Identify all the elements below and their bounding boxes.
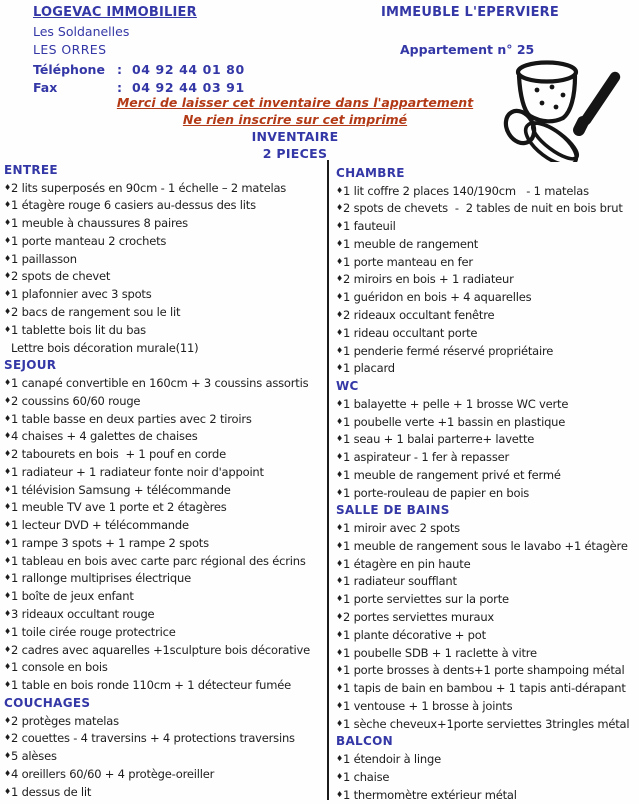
inventory-item: ♦ 1 lecteur DVD + télécommande [4, 518, 189, 533]
inventory-item: ♦ 1 radiateur + 1 radiateur fonte noir d'appoint [4, 464, 264, 479]
bullet-icon: ♦ [4, 644, 11, 654]
bullet-icon: ♦ [336, 452, 343, 462]
inventory-item: ♦ 2 tabourets en bois + 1 pouf en corde [4, 447, 226, 462]
bullet-icon: ♦ [4, 626, 11, 636]
contact-row: Téléphone : 04 92 44 01 80 [33, 61, 245, 77]
bullet-icon: ♦ [336, 718, 343, 728]
section-heading: ENTREE [4, 162, 58, 177]
inventory-item: ♦ 1 sèche cheveux+1porte serviettes 3tringles métal [336, 716, 630, 731]
bullet-icon: ♦ [336, 789, 343, 799]
inventory-item: ♦ 1 rideau occultant porte [336, 325, 478, 340]
bullet-icon: ♦ [336, 363, 343, 373]
inventory-item: ♦ 1 étendoir à linge [336, 752, 441, 767]
inventory-item: ♦ 1 porte brosses à dents+1 porte shampoing métal [336, 663, 625, 678]
inventory-item: ♦ 1 paillasson [4, 251, 77, 266]
inventory-item: ♦ 1 porte-rouleau de papier en bois [336, 485, 530, 500]
bullet-icon: ♦ [4, 182, 11, 192]
inventory-item: ♦ 2 portes serviettes muraux [336, 610, 495, 625]
inventory-item: ♦ 2 spots de chevet [4, 269, 111, 284]
bullet-icon: ♦ [4, 609, 11, 619]
inventory-column-left [4, 161, 325, 800]
inventory-item: ♦ 1 télévision Samsung + télécommande [4, 482, 231, 497]
bullet-icon: ♦ [336, 754, 343, 764]
bullet-icon: ♦ [4, 733, 11, 743]
inventory-item: ♦ 1 meuble à chaussures 8 paires [4, 216, 188, 231]
inventory-item: ♦ 1 chaise [336, 769, 390, 784]
company-name: LOGEVAC IMMOBILIER [33, 5, 197, 20]
inventory-item: ♦ 1 aspirateur - 1 fer à repasser [336, 450, 510, 465]
section-heading: CHAMBRE [336, 165, 405, 180]
bullet-icon: ♦ [4, 289, 11, 299]
bullet-icon: ♦ [336, 540, 343, 550]
inventory-item: ♦ 1 radiateur soufflant [336, 574, 457, 589]
contact-rows [33, 60, 245, 96]
inventory-item: ♦ 1 rampe 3 spots + 1 rampe 2 spots [4, 535, 209, 550]
building-name: IMMEUBLE L'EPERVIERE [381, 5, 559, 20]
inventory-item: ♦ 1 penderie fermé réservé propriétaire [336, 343, 554, 358]
inventory-item: ♦ 1 poubelle verte +1 bassin en plastique [336, 414, 566, 429]
inventory-item: ♦ 1 guéridon en bois + 4 aquarelles [336, 290, 532, 305]
bullet-icon: ♦ [336, 398, 343, 408]
inventory-item: ♦ 2 rideaux occultant fenêtre [336, 308, 495, 322]
inventory-item: ♦ 1 étagère en pin haute [336, 556, 471, 571]
inventory-item: ♦ 1 meuble de rangement sous le lavabo +1 étagère [336, 538, 628, 553]
inventory-item: ♦ 2 bacs de rangement sou le lit [4, 305, 181, 319]
bullet-icon: ♦ [4, 253, 11, 263]
bullet-icon: ♦ [4, 537, 11, 547]
residence-name: Les Soldanelles [33, 24, 130, 39]
bullet-icon: ♦ [4, 502, 11, 512]
inventory-item: ♦ 1 table basse en deux parties avec 2 tiroirs [4, 411, 252, 426]
bullet-icon: ♦ [4, 591, 11, 601]
inventory-item: ♦ 1 miroir avec 2 spots [336, 521, 460, 536]
bullet-icon: ♦ [4, 449, 11, 459]
bullet-icon: ♦ [336, 185, 343, 195]
bullet-icon: ♦ [4, 218, 11, 228]
bullet-icon: ♦ [336, 523, 343, 533]
inventory-item: ♦ 4 chaises + 4 galettes de chaises [4, 429, 198, 444]
inventory-item: ♦ 1 console en bois [4, 660, 108, 675]
inventory-item: ♦ 1 tapis de bain en bambou + 1 tapis anti-dérapant [336, 681, 626, 696]
bullet-icon: ♦ [336, 771, 343, 781]
inventory-item: ♦ 2 miroirs en bois + 1 radiateur [336, 272, 514, 287]
section-heading: BALCON [336, 734, 393, 749]
bullet-icon: ♦ [4, 413, 11, 423]
bullet-icon: ♦ [4, 484, 11, 494]
column-divider [327, 160, 329, 800]
bullet-icon: ♦ [4, 520, 11, 530]
inventory-item: ♦ 1 toile cirée rouge protectrice [4, 624, 176, 639]
bullet-icon: ♦ [4, 786, 11, 796]
bullet-icon: ♦ [336, 487, 343, 497]
bullet-icon: ♦ [4, 378, 11, 388]
bullet-icon: ♦ [4, 324, 11, 334]
bullet-icon: ♦ [4, 200, 11, 210]
bullet-icon: ♦ [336, 238, 343, 248]
bullet-icon: ♦ [336, 256, 343, 266]
inventory-item: ♦ 1 meuble TV ave 1 porte et 2 étagères [4, 500, 227, 515]
inventory-item: ♦ 1 dessus de lit [4, 784, 92, 799]
bullet-icon: ♦ [4, 662, 11, 672]
bullet-icon: ♦ [336, 469, 343, 479]
bullet-icon: ♦ [4, 466, 11, 476]
inventory-item: ♦ 1 canapé convertible en 160cm + 3 coussins assortis [4, 376, 309, 391]
inventory-item: ♦ 1 boîte de jeux enfant [4, 589, 134, 604]
inventory-item: ♦ 1 balayette + pelle + 1 brosse WC verte [336, 396, 569, 411]
inventory-item: ♦ 1 meuble de rangement privé et fermé [336, 467, 561, 482]
inventory-item: ♦ 4 oreillers 60/60 + 4 protège-oreiller [4, 766, 215, 781]
inventory-subtitle: 2 PIECES [262, 146, 328, 161]
section-heading: SEJOUR [4, 358, 57, 373]
inventory-item: ♦ 1 porte serviettes sur la porte [336, 592, 509, 607]
bullet-icon: ♦ [336, 274, 343, 284]
inventory-item: ♦ 1 porte manteau 2 crochets [4, 233, 167, 248]
bullet-icon: ♦ [336, 683, 343, 693]
bullet-icon: ♦ [336, 434, 343, 444]
bullet-icon: ♦ [336, 594, 343, 604]
inventory-item: ♦ 1 étagère rouge 6 casiers au-dessus des lits [4, 198, 256, 213]
bullet-icon: ♦ [336, 292, 343, 302]
bullet-icon: ♦ [336, 310, 343, 319]
inventory-item: ♦ 2 couettes - 4 traversins + 4 protections traversins [4, 731, 295, 746]
inventory-item: ♦ 1 placard [336, 361, 395, 376]
inventory-item: ♦ 1 ventouse + 1 brosse à joints [336, 698, 513, 713]
inventory-item: ♦ 1 lit coffre 2 places 140/190cm - 1 matelas [336, 183, 589, 198]
bullet-icon: ♦ [4, 555, 11, 565]
bullet-icon: ♦ [4, 573, 11, 583]
inventory-item: ♦ 5 alèses [4, 749, 57, 764]
inventory-item: ♦ 1 plante décorative + pot [336, 627, 486, 642]
contact-row: Fax : 04 92 44 03 91 [33, 79, 245, 95]
inventory-item: Lettre bois décoration murale(11) [11, 340, 199, 355]
bullet-icon: ♦ [4, 235, 11, 245]
bullet-icon: ♦ [4, 431, 11, 441]
bullet-icon: ♦ [4, 751, 11, 761]
bullet-icon: ♦ [4, 307, 11, 316]
section-heading: SALLE DE BAINS [336, 503, 450, 518]
inventory-item: ♦ 1 tableau en bois avec carte parc régional des écrins [4, 553, 306, 568]
inventory-item: ♦ 1 fauteuil [336, 219, 396, 234]
notice-line-2: Ne rien inscrire sur cet imprimé [182, 112, 408, 127]
inventory-item: ♦ 2 cadres avec aquarelles +1sculpture bois décorative [4, 642, 311, 657]
apartment-number: Appartement n° 25 [400, 42, 535, 57]
inventory-item: ♦ 2 lits superposés en 90cm - 1 échelle – 2 matelas [4, 180, 287, 195]
inventory-item: ♦ 1 porte manteau en fer [336, 254, 473, 269]
inventory-column-right [336, 164, 638, 800]
inventory-item: ♦ 1 table en bois ronde 110cm + 1 détecteur fumée [4, 678, 292, 693]
inventory-item: ♦ 1 rallonge multiprises électrique [4, 571, 191, 586]
bullet-icon: ♦ [336, 221, 343, 231]
bullet-icon: ♦ [336, 665, 343, 675]
bullet-icon: ♦ [336, 700, 343, 710]
bullet-icon: ♦ [4, 715, 11, 725]
bullet-icon: ♦ [336, 416, 343, 426]
city-name: LES ORRES [33, 42, 107, 57]
bullet-icon: ♦ [336, 558, 343, 568]
bullet-icon: ♦ [336, 327, 343, 337]
bullet-icon: ♦ [4, 395, 11, 405]
section-heading: COUCHAGES [4, 695, 91, 710]
bullet-icon: ♦ [4, 680, 11, 690]
inventory-item: ♦ 1 seau + 1 balai parterre+ lavette [336, 432, 535, 447]
bullet-icon: ♦ [4, 271, 11, 281]
bullet-icon: ♦ [336, 629, 343, 639]
bullet-icon: ♦ [336, 647, 343, 657]
inventory-item: ♦ 2 coussins 60/60 rouge [4, 393, 141, 408]
bullet-icon: ♦ [336, 203, 343, 213]
inventory-item: ♦ 1 plafonnier avec 3 spots [4, 287, 152, 302]
section-heading: WC [336, 379, 359, 394]
inventory-item: ♦ 1 meuble de rangement [336, 236, 479, 251]
inventory-title: INVENTAIRE [251, 129, 339, 144]
inventory-item: ♦ 2 spots de chevets - 2 tables de nuit en bois brut [336, 201, 623, 216]
inventory-item: ♦ 1 tablette bois lit du bas [4, 322, 146, 337]
bullet-icon: ♦ [4, 768, 11, 778]
bullet-icon: ♦ [336, 345, 343, 355]
inventory-item: ♦ 3 rideaux occultant rouge [4, 607, 155, 622]
inventory-item: ♦ 1 thermomètre extérieur métal [336, 787, 517, 802]
bullet-icon: ♦ [336, 612, 343, 622]
whisk-egg-bowl-icon [494, 56, 636, 162]
notice-line-1: Merci de laisser cet inventaire dans l'appartement [116, 95, 474, 110]
inventory-item: ♦ 1 poubelle SDB + 1 raclette à vitre [336, 645, 537, 660]
bullet-icon: ♦ [336, 576, 343, 586]
inventory-item: ♦ 2 protèges matelas [4, 713, 119, 728]
